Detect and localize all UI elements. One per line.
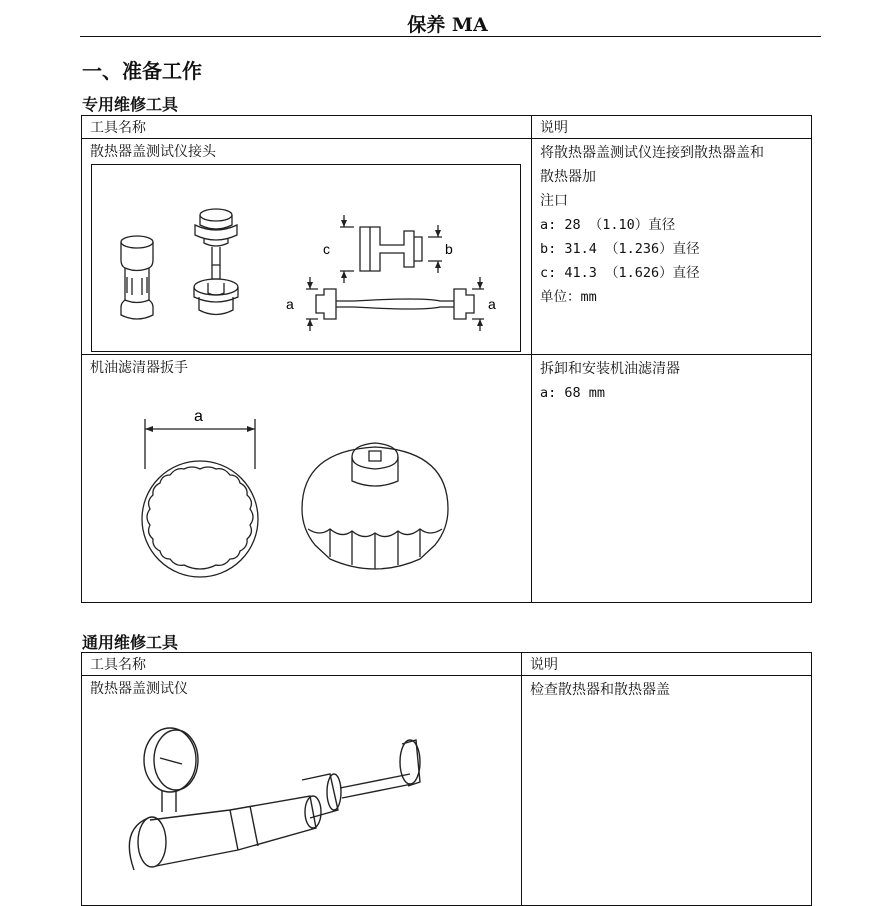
description-line: 将散热器盖测试仪连接到散热器盖和 xyxy=(540,145,764,161)
description-cell xyxy=(532,355,812,603)
col-header-tool-name: 工具名称 xyxy=(82,653,522,676)
table-header-row xyxy=(82,116,812,139)
tool-name: 机油滤清器扳手 xyxy=(90,360,188,376)
table-row xyxy=(82,355,812,603)
adapter-diagram-frame xyxy=(91,164,521,352)
general-tools-heading: 通用维修工具 xyxy=(82,633,179,652)
general-tools-table xyxy=(81,652,812,906)
dimension-label-c: c xyxy=(323,241,330,257)
page-header-title: 保养 MA xyxy=(407,14,488,36)
dimension-label-b: b xyxy=(445,241,453,257)
radiator-cap-adapter-diagram xyxy=(92,165,520,351)
description-line: 拆卸和安装机油滤清器 xyxy=(540,361,680,377)
description-cell xyxy=(532,139,812,355)
spec-line: a: 28 （1.10）直径 xyxy=(540,217,676,233)
table-row xyxy=(82,676,812,906)
table-row xyxy=(82,139,812,355)
tool-name: 散热器盖测试仪 xyxy=(90,681,188,697)
col-header-description: 说明 xyxy=(522,653,812,676)
col-header-tool-name: 工具名称 xyxy=(82,116,532,139)
special-tools-table xyxy=(81,115,812,603)
spec-line: c: 41.3 （1.626）直径 xyxy=(540,265,700,281)
header-rule xyxy=(80,36,821,37)
description-line: 检查散热器和散热器盖 xyxy=(530,682,670,698)
tool-name: 散热器盖测试仪接头 xyxy=(90,144,216,160)
dimension-label-a: a xyxy=(194,408,203,425)
oil-filter-wrench-diagram xyxy=(90,379,520,599)
col-header-description: 说明 xyxy=(532,116,812,139)
description-line: 散热器加 xyxy=(540,169,596,185)
dimension-label-a-left: a xyxy=(286,296,294,312)
spec-line: b: 31.4 （1.236）直径 xyxy=(540,241,700,257)
description-line: 注口 xyxy=(540,193,568,209)
tool-cell xyxy=(82,355,532,603)
special-tools-heading: 专用维修工具 xyxy=(82,95,179,114)
table-header-row xyxy=(82,653,812,676)
dimension-label-a-right: a xyxy=(488,296,496,312)
spec-line: a: 68 mm xyxy=(540,385,606,401)
unit-line: 单位：mm xyxy=(540,289,597,305)
section-heading: 一、准备工作 xyxy=(82,59,202,83)
description-cell xyxy=(522,676,812,906)
tool-cell xyxy=(82,139,532,355)
radiator-cap-tester-diagram xyxy=(90,700,510,880)
tool-cell xyxy=(82,676,522,906)
